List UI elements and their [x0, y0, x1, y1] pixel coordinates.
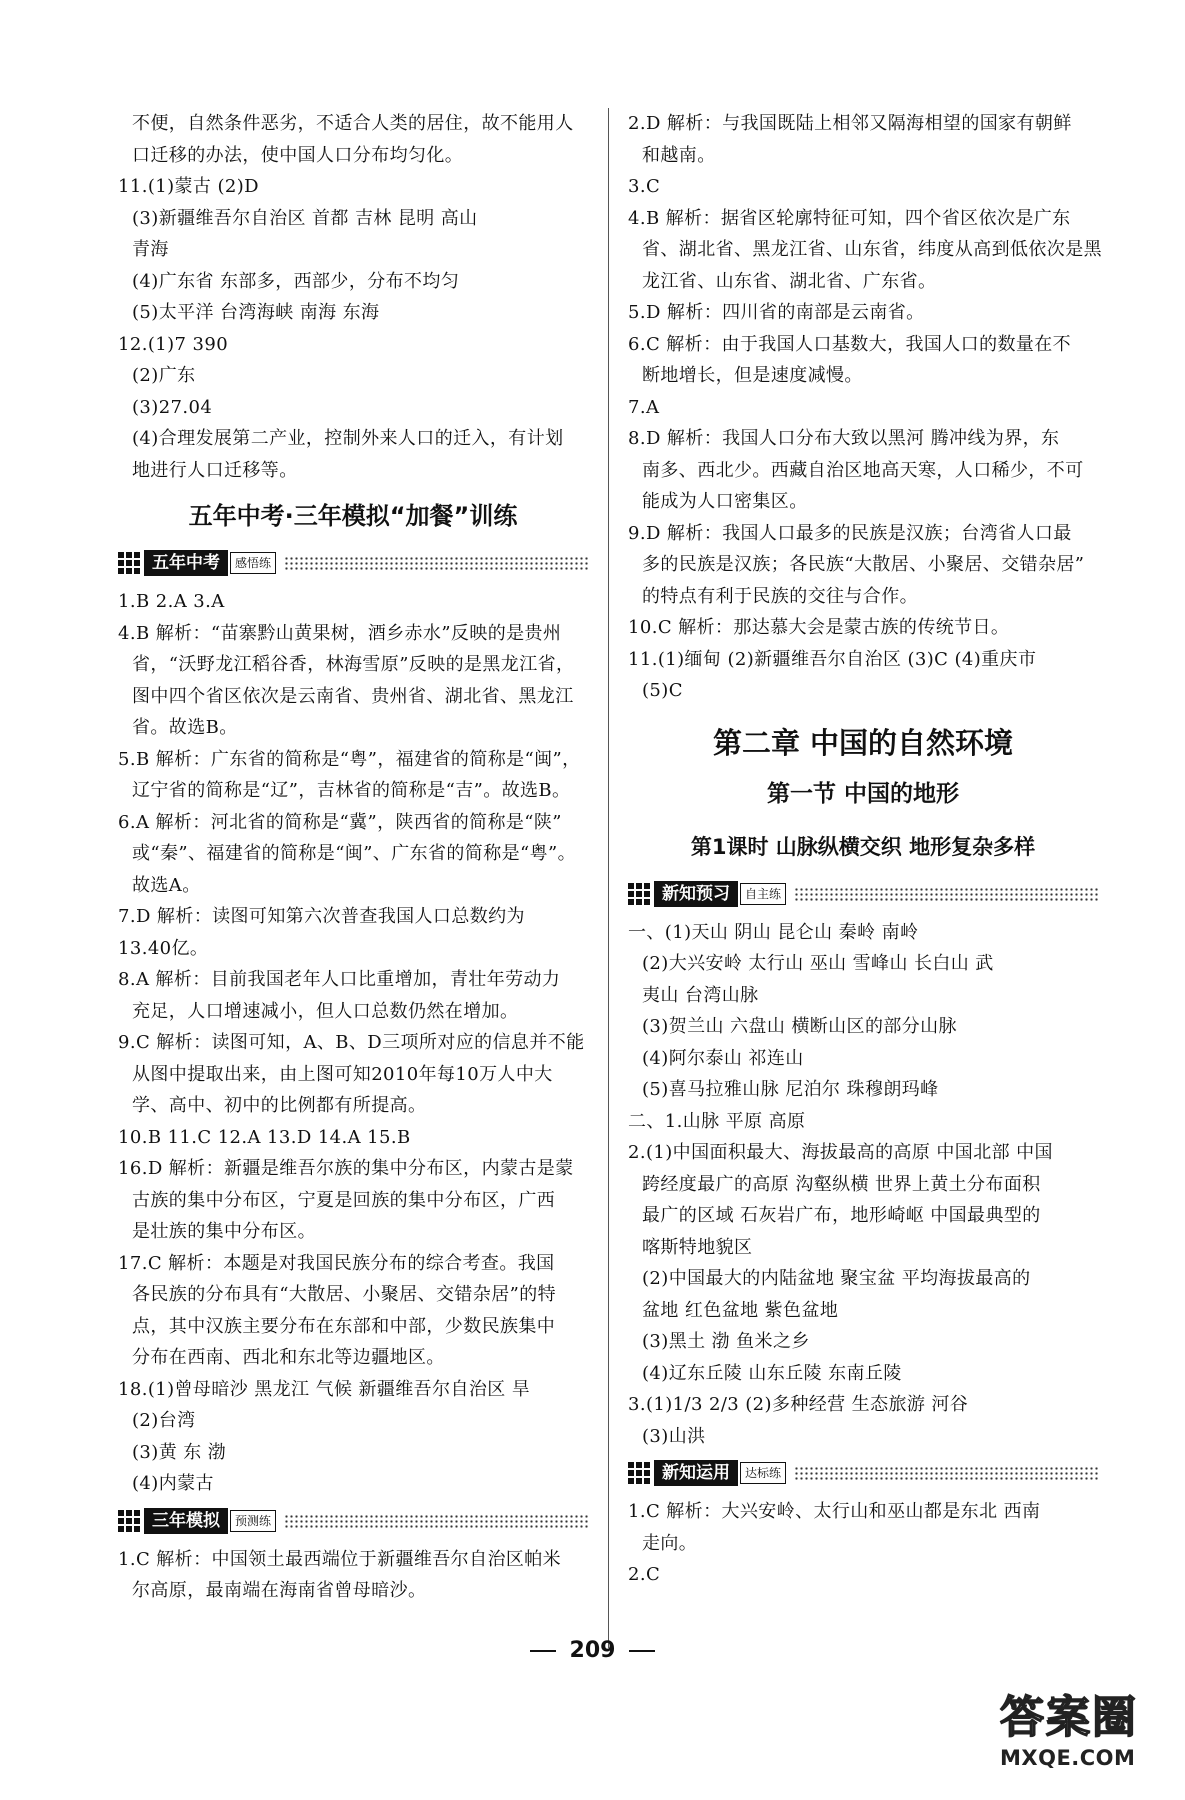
answer-line: 跨经度最广的高原 沟壑纵横 世界上黄土分布面积: [642, 1173, 1041, 1195]
banner-dots: [794, 887, 1098, 901]
answer-line: 3.(1)1/3 2/3 (2)多种经营 生态旅游 河谷: [628, 1394, 969, 1415]
right-answers-top: [628, 108, 1102, 707]
answer-line: 口迁移的办法，使中国人口分布均匀化。: [132, 144, 464, 166]
answer-line: 17.C 解析：本题是对我国民族分布的综合考查。我国: [118, 1252, 555, 1274]
page-number-value: 209: [569, 1638, 616, 1663]
answer-line: 省。故选B。: [132, 717, 238, 738]
answer-line: 2.(1)中国面积最大、海拔最高的高原 中国北部 中国: [628, 1142, 1053, 1163]
answer-line: 1.C 解析：大兴安岭、太行山和巫山都是东北 西南: [628, 1501, 1041, 1522]
answer-line: 是壮族的集中分布区。: [132, 1221, 316, 1242]
left-answers-top: [118, 108, 588, 486]
answer-line: (2)广东: [132, 365, 196, 386]
answer-line: (4)内蒙古: [132, 1473, 214, 1494]
answer-line: 故选A。: [132, 874, 201, 896]
banner-three-year-mock: [118, 1506, 588, 1536]
lesson-heading: 第1课时 山脉纵横交织 地形复杂多样: [690, 834, 1036, 859]
banner-tag: 新知预习: [654, 881, 738, 907]
watermark-text: 答案圈: [1000, 1692, 1138, 1743]
answer-line: 6.A 解析：河北省的简称是“冀”，陕西省的简称是“陕”: [118, 811, 562, 833]
answer-line: 断地增长，但是速度减慢。: [642, 365, 863, 386]
answer-line: 分布在西南、西北和东北等边疆地区。: [132, 1347, 445, 1368]
banner-sub: 自主练: [740, 883, 786, 905]
answer-line: 尔高原，最南端在海南省曾母暗沙。: [132, 1580, 427, 1601]
answer-line: (3)27.04: [132, 396, 213, 418]
banner-squares-icon: [118, 552, 140, 574]
banner-squares-icon: [628, 1462, 650, 1484]
chapter-title: 第二章 中国的自然环境: [712, 725, 1014, 760]
answer-line: (3)黄 东 渤: [132, 1441, 227, 1463]
banner-sub: 预测练: [230, 1510, 276, 1532]
answer-line: 2.C: [628, 1564, 661, 1585]
banner-dots: [284, 556, 588, 570]
left-answers-bottom: [118, 1544, 588, 1607]
answer-line: 图中四个省区依次是云南省、贵州省、湖北省、黑龙江: [132, 685, 574, 707]
banner-sub: 感悟练: [230, 552, 276, 574]
left-column: [118, 108, 588, 1607]
banner-dots: [284, 1514, 588, 1528]
banner-squares-icon: [118, 1510, 140, 1532]
answer-line: 地进行人口迁移等。: [132, 459, 298, 481]
answer-line: 7.A: [628, 396, 660, 418]
answer-line: 学、高中、初中的比例都有所提高。: [132, 1095, 427, 1116]
section-title-extra-training: 五年中考·三年模拟“加餐”训练: [188, 502, 518, 530]
answer-line: 龙江省、山东省、湖北省、广东省。: [642, 270, 937, 292]
answer-line: 点，其中汉族主要分布在东部和中部，少数民族集中: [132, 1315, 556, 1337]
banner-tag: 新知运用: [654, 1460, 738, 1486]
answer-line: (5)喜马拉雅山脉 尼泊尔 珠穆朗玛峰: [642, 1079, 939, 1100]
page-number: [0, 1638, 1185, 1663]
answer-line: 南多、西北少。西藏自治区地高天寒，人口稀少，不可: [642, 459, 1084, 481]
answer-line: (3)新疆维吾尔自治区 首都 吉林 昆明 高山: [132, 207, 478, 229]
left-answers-middle: [118, 586, 588, 1500]
answer-line: (2)台湾: [132, 1410, 196, 1431]
answer-line: (3)贺兰山 六盘山 横断山区的部分山脉: [642, 1016, 957, 1037]
answer-line: 16.D 解析：新疆是维吾尔族的集中分布区，内蒙古是蒙: [118, 1158, 574, 1179]
answer-line: 5.D 解析：四川省的南部是云南省。: [628, 302, 925, 323]
answer-line: 的特点有利于民族的交往与合作。: [642, 585, 918, 607]
answer-line: 18.(1)曾母暗沙 黑龙江 气候 新疆维吾尔自治区 旱: [118, 1378, 531, 1400]
answer-line: (2)中国最大的内陆盆地 聚宝盆 平均海拔最高的: [642, 1268, 1031, 1289]
page-number-dash-left: [530, 1650, 556, 1652]
answer-line: 3.C: [628, 176, 661, 197]
answer-line: 5.B 解析：广东省的简称是“粤”，福建省的简称是“闽”，: [118, 748, 581, 770]
banner-dots: [794, 1466, 1098, 1480]
answer-line: 多的民族是汉族；各民族“大散居、小聚居、交错杂居”: [642, 554, 1085, 575]
right-column: [628, 108, 1102, 1591]
answer-line: 8.D 解析：我国人口分布大致以黑河 腾冲线为界，东: [628, 428, 1060, 449]
answer-line: 1.C 解析：中国领土最西端位于新疆维吾尔自治区帕米: [118, 1548, 562, 1570]
answer-line: 古族的集中分布区，宁夏是回族的集中分布区，广西: [132, 1189, 556, 1211]
answer-line: 省、湖北省、黑龙江省、山东省，纬度从高到低依次是黑: [642, 239, 1102, 260]
answer-line: (4)辽东丘陵 山东丘陵 东南丘陵: [642, 1362, 902, 1384]
answer-line: 8.A 解析：目前我国老年人口比重增加，青壮年劳动力: [118, 969, 561, 990]
banner-tag: 五年中考: [144, 550, 228, 576]
answer-line: 充足，人口增速减小，但人口总数仍然在增加。: [132, 1000, 519, 1022]
answer-line: (4)合理发展第二产业，控制外来人口的迁入，有计划: [132, 428, 564, 449]
answer-line: (3)山洪: [642, 1425, 706, 1447]
answer-line: (3)黑土 渤 鱼米之乡: [642, 1331, 810, 1352]
answer-line: 或“秦”、福建省的简称是“闽”、广东省的简称是“粤”。: [132, 843, 577, 864]
answer-line: 7.D 解析：读图可知第六次普查我国人口总数约为: [118, 906, 525, 927]
banner-new-apply: [628, 1458, 1098, 1488]
answer-line: 4.B 解析：据省区轮廓特征可知，四个省区依次是广东: [628, 207, 1071, 229]
answer-line: (2)大兴安岭 太行山 巫山 雪峰山 长白山 武: [642, 953, 994, 974]
answer-line: 一、(1)天山 阴山 昆仑山 秦岭 南岭: [628, 921, 919, 943]
answer-line: (5)C: [642, 680, 683, 701]
banner-new-preview: [628, 879, 1098, 909]
right-answers-bottom: [628, 1496, 1098, 1591]
answer-line: 13.40亿。: [118, 937, 209, 959]
banner-tag: 三年模拟: [144, 1508, 228, 1534]
right-answers-middle: [628, 917, 1098, 1453]
answer-line: 能成为人口密集区。: [642, 491, 808, 512]
answer-line: 从图中提取出来，由上图可知2010年每10万人中大: [132, 1063, 553, 1085]
answer-line: 和越南。: [642, 144, 716, 166]
answer-line: (5)太平洋 台湾海峡 南海 东海: [132, 302, 380, 323]
answer-line: 10.C 解析：那达慕大会是蒙古族的传统节日。: [628, 617, 1010, 638]
answer-line: 二、1.山脉 平原 高原: [628, 1110, 806, 1132]
answer-line: 11.(1)缅甸 (2)新疆维吾尔自治区 (3)C (4)重庆市: [628, 648, 1037, 670]
answer-line: 11.(1)蒙古 (2)D: [118, 176, 259, 197]
answer-line: 夷山 台湾山脉: [642, 984, 759, 1006]
answer-line: 最广的区域 石灰岩广布，地形崎岖 中国最典型的: [642, 1205, 1041, 1226]
answer-line: 喀斯特地貌区: [642, 1236, 753, 1258]
banner-squares-icon: [628, 883, 650, 905]
answer-line: 青海: [132, 239, 169, 260]
answer-line: 6.C 解析：由于我国人口基数大，我国人口的数量在不: [628, 333, 1072, 355]
answer-line: (4)广东省 东部多，西部少，分布不均匀: [132, 270, 460, 292]
watermark-logo: [1000, 1690, 1170, 1790]
watermark-url: MXQE.COM: [1000, 1746, 1136, 1770]
banner-five-year-exam: [118, 548, 588, 578]
answer-line: 盆地 红色盆地 紫色盆地: [642, 1299, 839, 1321]
answer-line: 9.C 解析：读图可知，A、B、D三项所对应的信息并不能: [118, 1032, 585, 1053]
page-number-dash-right: [629, 1650, 655, 1652]
answer-line: 辽宁省的简称是“辽”，吉林省的简称是“吉”。故选B。: [132, 780, 571, 801]
answer-line: 不便，自然条件恶劣，不适合人类的居住，故不能用人: [132, 113, 574, 134]
answer-line: 1.B 2.A 3.A: [118, 591, 225, 612]
answer-line: 各民族的分布具有“大散居、小聚居、交错杂居”的特: [132, 1284, 557, 1305]
answer-line: 4.B 解析：“苗寨黔山黄果树，酒乡赤水”反映的是贵州: [118, 622, 562, 644]
column-divider: [608, 108, 609, 1648]
answer-line: 2.D 解析：与我国既陆上相邻又隔海相望的国家有朝鲜: [628, 113, 1072, 134]
answer-line: 12.(1)7 390: [118, 333, 229, 355]
answer-line: 省，“沃野龙江稻谷香，林海雪原”反映的是黑龙江省，: [132, 654, 575, 675]
answer-line: 走向。: [642, 1532, 698, 1554]
answer-line: (4)阿尔泰山 祁连山: [642, 1047, 804, 1069]
section-heading: 第一节 中国的地形: [766, 780, 959, 807]
banner-sub: 达标练: [740, 1462, 786, 1484]
answer-line: 10.B 11.C 12.A 13.D 14.A 15.B: [118, 1126, 411, 1148]
answer-line: 9.D 解析：我国人口最多的民族是汉族；台湾省人口最: [628, 522, 1072, 544]
